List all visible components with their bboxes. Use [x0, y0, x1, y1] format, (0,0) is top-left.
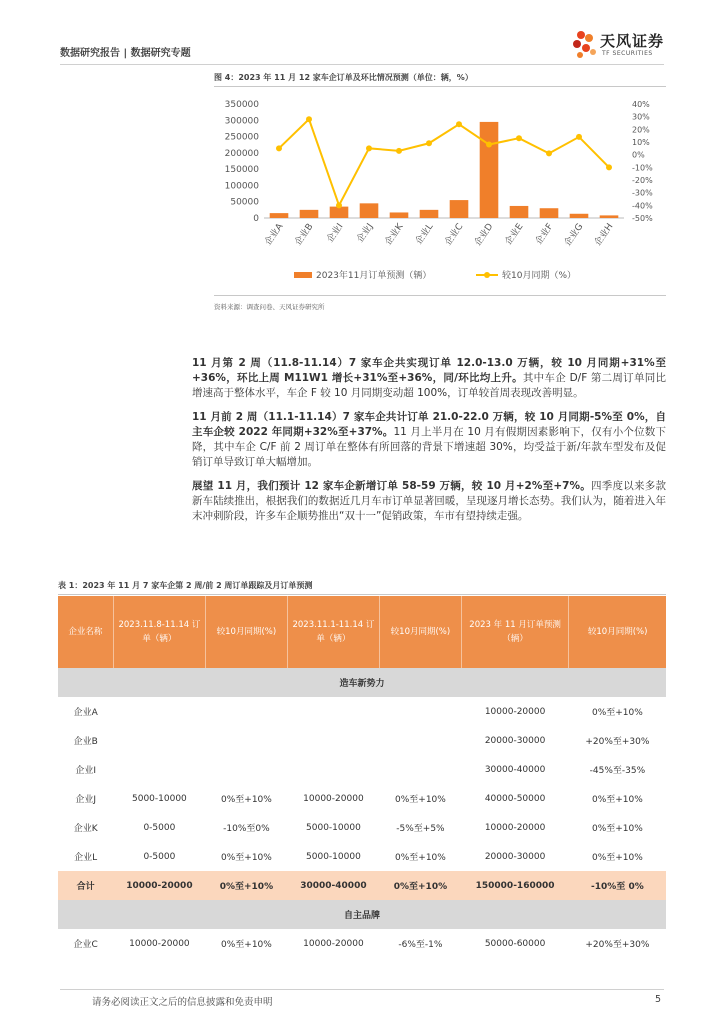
logo-icon — [572, 28, 598, 60]
line-point — [396, 148, 402, 154]
table-cell — [205, 726, 287, 755]
company-name-cell: 企业L — [74, 853, 98, 863]
table-cell: 30000-40000 — [287, 871, 379, 900]
company-name-cell: 企业J — [75, 795, 96, 805]
paragraph-body: 四季度以来多款新车陆续推出，根据我们的数据近几月车市订单显著回暖，呈现逐月增长态势。我们认为，随着进入年末冲刺阶段，许多车企顺势推出“双十一”促销政策，车市有望持续走强。 — [192, 480, 666, 522]
y-right-tick-label: 20% — [632, 125, 650, 135]
table-row — [58, 842, 666, 871]
paragraph-first-two-weeks — [192, 410, 666, 470]
y-right-tick-label: -10% — [632, 163, 653, 173]
paragraph-week2 — [192, 356, 666, 401]
table-cell: 10000-20000 — [129, 938, 190, 949]
line-point — [456, 121, 462, 127]
table-header-cell: 2023.11.8-11.14 订单（辆） — [113, 596, 205, 668]
header-divider — [60, 64, 664, 65]
company-name-cell: 企业K — [73, 824, 98, 834]
company-name-cell: 企业A — [73, 708, 98, 718]
table-cell: +20%至+30% — [585, 940, 650, 950]
table-cell: 150000-160000 — [461, 871, 568, 900]
line-point — [576, 134, 582, 140]
table-cell — [113, 755, 205, 784]
table-cell: 0%至+10% — [395, 853, 446, 863]
table-row — [58, 929, 666, 958]
category-label: 企业L — [414, 221, 436, 247]
table-cell: -45%至-35% — [589, 766, 646, 776]
table-cell — [113, 726, 205, 755]
y-right-tick-label: -50% — [632, 214, 653, 223]
table-cell: 20000-30000 — [484, 851, 546, 862]
table-cell: 10000-20000 — [484, 822, 546, 833]
line-point — [336, 202, 342, 208]
company-name-cell: 企业I — [75, 766, 96, 776]
table-header-cell: 企业名称 — [58, 596, 113, 668]
y-right-tick-label: 40% — [632, 100, 650, 109]
table-cell — [205, 697, 287, 726]
category-label: 企业A — [263, 221, 286, 248]
category-label: 企业E — [503, 221, 526, 248]
table-cell: 0%至+10% — [221, 940, 272, 950]
table-header-cell: 较10月同期(%) — [379, 596, 461, 668]
bar — [420, 210, 439, 218]
table-cell: 10000-20000 — [303, 938, 364, 949]
table-cell: 0%至+10% — [591, 824, 643, 834]
legend-line-label: 较10月同期（%） — [502, 271, 577, 281]
section-label: 造车新势力 — [58, 668, 666, 697]
company-name-cell: 合计 — [58, 871, 113, 900]
y-right-tick-label: 10% — [632, 138, 650, 147]
y-left-tick-label: 350000 — [224, 100, 259, 110]
table-row — [58, 755, 666, 784]
analysis-text — [192, 356, 666, 533]
y-left-tick-label: 200000 — [224, 148, 259, 159]
y-left-tick-label: 250000 — [224, 132, 259, 143]
bar — [360, 203, 379, 218]
figure-source: 资料来源：调查问卷、天风证券研究所 — [214, 295, 666, 311]
table-cell — [287, 726, 379, 755]
table-cell: 0%至+10% — [221, 795, 272, 805]
category-label: 企业I — [325, 221, 346, 245]
table-cell: 0-5000 — [143, 851, 176, 862]
bar — [390, 212, 409, 218]
category-label: 企业G — [562, 221, 586, 249]
line-point — [546, 150, 552, 156]
line-point — [276, 145, 282, 151]
report-category: 数据研究报告 | 数据研究专题 — [60, 48, 191, 59]
table-cell: +20%至+30% — [585, 737, 650, 747]
bar — [540, 208, 559, 218]
category-label: 企业C — [443, 221, 466, 248]
paragraph-lead: 11 月前 2 周（11.1-11.14）7 家车企共计订单 21.0-22.0 万辆，较 10 月同期-5%至 0%，自主车企较 2022 年同期+32%至+37%。 — [192, 411, 666, 438]
table-cell: -5%至+5% — [396, 824, 445, 834]
table-cell — [113, 697, 205, 726]
table-row — [58, 726, 666, 755]
page-number: 5 — [655, 994, 662, 1005]
company-logo — [572, 28, 682, 62]
table-cell: 0%至+10% — [221, 853, 272, 863]
category-label: 企业H — [593, 221, 616, 249]
table-cell: 20000-30000 — [484, 735, 546, 746]
table-cell: -10%至0% — [223, 824, 270, 834]
table-header-cell: 较10月同期(%) — [569, 596, 666, 668]
table-cell: 40000-50000 — [484, 793, 546, 804]
bar — [450, 200, 469, 218]
bar — [570, 214, 589, 218]
logo-text: 天风证券 — [600, 32, 665, 50]
table-header-cell: 2023 年 11 月订单预测（辆） — [461, 596, 568, 668]
table-cell: 0%至+10% — [591, 795, 643, 805]
order-forecast-chart — [214, 90, 666, 290]
legend-line-marker — [484, 272, 490, 278]
company-name-cell: 企业C — [73, 940, 98, 950]
paragraph-outlook — [192, 479, 666, 524]
table-cell — [379, 755, 461, 784]
table-cell — [379, 697, 461, 726]
category-label: 企业F — [533, 221, 556, 247]
section-new-forces — [58, 668, 666, 697]
bar — [270, 213, 289, 218]
y-left-tick-label: 100000 — [224, 181, 259, 192]
table-cell: 10000-20000 — [303, 793, 364, 804]
table-row — [58, 784, 666, 813]
table-cell: -10%至 0% — [569, 871, 666, 900]
section-label: 自主品牌 — [58, 900, 666, 929]
table-cell: 30000-40000 — [484, 764, 546, 775]
bar — [600, 215, 619, 218]
table-cell: 0%至+10% — [591, 708, 643, 718]
line-point — [516, 135, 522, 141]
table-cell: 5000-10000 — [132, 793, 187, 804]
paragraph-body: 其中车企 D/F 第二周订单同比增速高于整体水平，车企 F 较 10 月同期变动超 100%，订单较首周表现改善明显。 — [192, 372, 666, 399]
line-point — [606, 164, 612, 170]
table-cell: 50000-60000 — [484, 938, 546, 949]
table-title: 表 1：2023 年 11 月 7 家车企第 2 周/前 2 周订单跟踪及月订单预测 — [58, 580, 666, 595]
legend-bar-swatch — [294, 272, 312, 278]
table-cell — [287, 755, 379, 784]
line-point — [306, 116, 312, 122]
table-total-row — [58, 871, 666, 900]
table-cell: -6%至-1% — [398, 940, 443, 950]
y-left-tick-label: 50000 — [230, 197, 259, 208]
paragraph-lead: 展望 11 月，我们预计 12 家车企新增订单 58-59 万辆，较 10 月+2%至+7%。 — [192, 480, 591, 492]
legend-bar-label: 2023年11月订单预测（辆） — [316, 271, 432, 281]
y-left-tick-label: 300000 — [224, 116, 259, 127]
table-cell: 0-5000 — [143, 822, 176, 833]
line-point — [426, 140, 432, 146]
category-label: 企业J — [355, 221, 376, 245]
y-right-tick-label: 0% — [632, 150, 645, 160]
table-cell — [205, 755, 287, 784]
table-header-cell: 2023.11.1-11.14 订单（辆） — [287, 596, 379, 668]
table-cell: 5000-10000 — [306, 822, 361, 833]
table-cell: 0%至+10% — [395, 795, 446, 805]
bar — [480, 122, 499, 218]
table-cell: 0%至+10% — [379, 871, 461, 900]
footer-divider — [60, 989, 664, 990]
table-cell — [287, 697, 379, 726]
table-cell: 0%至+10% — [591, 853, 643, 863]
y-right-tick-label: 30% — [632, 112, 650, 122]
y-right-tick-label: -20% — [632, 176, 653, 185]
yoy-line — [279, 119, 609, 205]
table-cell — [379, 726, 461, 755]
line-point — [486, 142, 492, 148]
section-domestic-brands — [58, 900, 666, 929]
order-tracking-table — [58, 596, 666, 958]
bar — [300, 210, 319, 218]
bar — [510, 206, 529, 218]
figure-title: 图 4：2023 年 11 月 12 家车企订单及环比情况预测（单位：辆，%） — [214, 72, 666, 87]
y-right-tick-label: -40% — [632, 201, 653, 211]
logo-subtext: TF SECURITIES — [602, 50, 653, 57]
y-left-tick-label: 150000 — [224, 165, 259, 176]
table-cell: 10000-20000 — [113, 871, 205, 900]
table-row — [58, 697, 666, 726]
table-header-row — [58, 596, 666, 668]
category-label: 企业D — [472, 221, 496, 249]
table-cell: 10000-20000 — [484, 706, 546, 717]
table-cell: 0%至+10% — [205, 871, 287, 900]
y-right-tick-label: -30% — [632, 188, 653, 198]
category-label: 企业B — [293, 221, 316, 248]
table-header-cell: 较10月同期(%) — [205, 596, 287, 668]
table-row — [58, 813, 666, 842]
line-point — [366, 145, 372, 151]
category-label: 企业K — [383, 221, 406, 248]
footer-disclaimer: 请务必阅读正文之后的信息披露和免责申明 — [92, 997, 273, 1008]
company-name-cell: 企业B — [73, 737, 98, 747]
table-cell: 5000-10000 — [306, 851, 361, 862]
paragraph-lead: 11 月第 2 周（11.8-11.14）7 家车企共实现订单 12.0-13.0 万辆，较 10 月同期+31%至+36%，环比上周 M11W1 增长+31%至+36%，同/环比均上升。 — [192, 357, 666, 384]
y-left-tick-label: 0 — [253, 214, 259, 224]
paragraph-body: 11 月上半月在 10 月有假期因素影响下，仅有小个位数下降，其中车企 C/F 前 2 周订单在整体有所回落的背景下增速超 30%，均受益于新/年款车型发布及促销订单导致订单大幅增加。 — [192, 426, 666, 468]
